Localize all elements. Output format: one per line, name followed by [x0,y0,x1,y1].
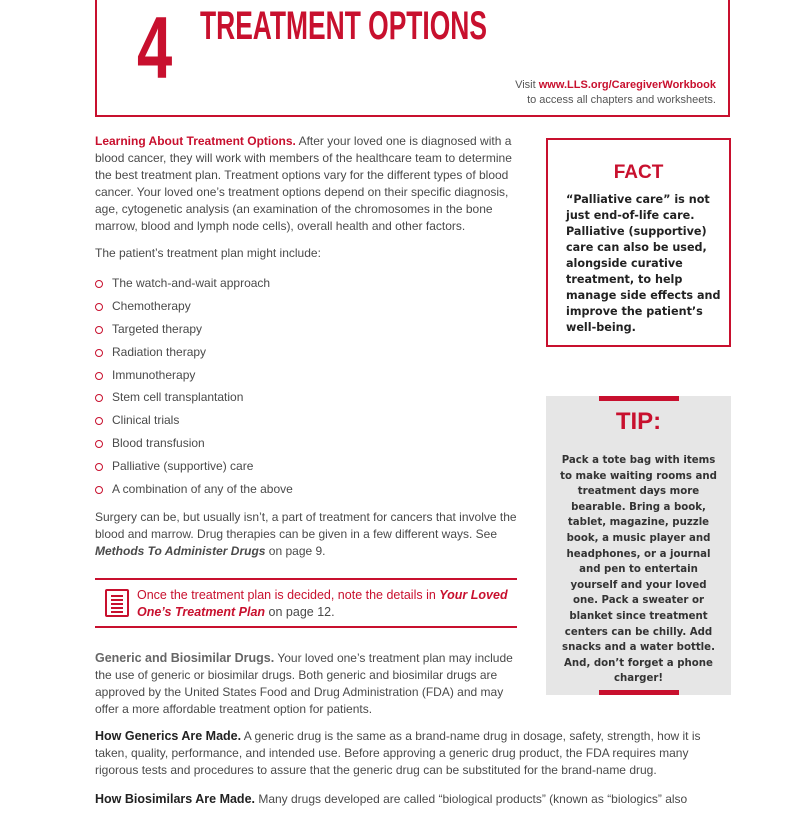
generics-made-heading: How Generics Are Made. [95,729,242,743]
bullet-icon [95,463,103,471]
tip-title: TIP: [615,408,662,435]
tip-bottom-bar [599,690,679,695]
tip-text: Pack a tote bag with items to make waiting rooms and treatment days more bearable. Bring a book, tablet, magazine, puzzle book, a music player and headphones, or a journal and pen to entertain yourself and your loved one. Pack a sweater or blanket since treatment centers can be chilly. Add snacks and a water bottle. And, don’t forget a phone charger! [560,455,717,685]
worksheet-icon [105,589,129,617]
treatment-list [95,272,523,501]
worksheet-note [95,578,517,628]
intro-text: After your loved one is diagnosed with a blood cancer, they will work with members of the healthcare team to determine the best treatment plan. Treatment options vary for the different types of blood cancer. Your loved one’s treatment options depend on their specific diagnosis, age, cytogenetic analysis (an examination of the chromosomes in the bone marrow, blood and lymph node cells), overall health and other factors. [95,134,512,233]
visit-note [515,78,716,108]
bullet-icon [95,417,103,425]
bullet-icon [95,349,103,357]
bullet-icon [95,280,103,288]
intro-heading: Learning About Treatment Options. [95,134,296,148]
workbook-link[interactable]: www.LLS.org/CaregiverWorkbook [538,79,716,91]
list-item: Radiation therapy [95,341,523,364]
methods-reference: Methods To Administer Drugs [95,543,266,558]
bullet-icon [95,440,103,448]
treatment-plan-reference: Your Loved One’s Treatment Plan [137,588,508,619]
visit-suffix: to access all chapters and worksheets. [527,94,716,106]
main-column [95,133,523,570]
list-item: Clinical trials [95,409,523,432]
chapter-number: 4 [137,0,173,97]
intro-paragraph [95,133,523,235]
bullet-icon [95,486,103,494]
list-item: Immunotherapy [95,364,523,387]
biosimilars-made-heading: How Biosimilars Are Made. [95,792,255,806]
bullet-icon [95,372,103,380]
note-text: Once the treatment plan is decided, note the details in Your Loved One’s Treatment Plan on page 12. [137,588,508,619]
bullet-icon [95,394,103,402]
list-item: The watch-and-wait approach [95,272,523,295]
fact-box [546,138,731,347]
plan-intro: The patient’s treatment plan might include: [95,246,321,260]
bullet-icon [95,326,103,334]
surgery-paragraph: Surgery can be, but usually isn’t, a part of treatment for cancers that involve the blood and marrow. Drug therapies can be given in a few different ways. See Methods To Administer Drugs on page 9. [95,509,517,558]
how-made-section [95,728,715,820]
list-item: Targeted therapy [95,318,523,341]
chapter-header [95,0,730,117]
tip-top-bar [599,396,679,401]
list-item: Blood transfusion [95,432,523,455]
list-item: A combination of any of the above [95,478,523,501]
generics-section [95,650,520,718]
list-item: Palliative (supportive) care [95,455,523,478]
list-item: Stem cell transplantation [95,386,523,409]
fact-text: “Palliative care” is not just end-of-life care. Palliative (supportive) care can also be used, alongside curative treatment, to help manage side effects and improve the patient’s well-being. [566,193,721,334]
bullet-icon [95,303,103,311]
generics-text: Your loved one’s treatment plan may include the use of generic or biosimilar drugs. Both generic and biosimilar drugs are approved by the United States Food and Drug Administration (FDA) and may offer a more affordable treatment option for patients. [95,651,513,716]
biosimilars-made-paragraph: How Biosimilars Are Made. Many drugs developed are called “biological products” (known as “biologics” also [95,792,688,806]
generics-heading: Generic and Biosimilar Drugs. [95,651,275,665]
chapter-title: TREATMENT OPTIONS [200,4,487,48]
generics-made-paragraph: How Generics Are Made. A generic drug is the same as a brand-name drug in dosage, safety, strength, how it is taken, quality, performance, and intended use. Before approving a generic drug product, the FDA requires many rigorous tests and procedures to assure that the generic drug can be substituted for the brand-name drug. [95,729,701,777]
tip-box [546,396,731,695]
visit-prefix: Visit [515,79,539,91]
fact-title: FACT [613,162,664,183]
list-item: Chemotherapy [95,295,523,318]
